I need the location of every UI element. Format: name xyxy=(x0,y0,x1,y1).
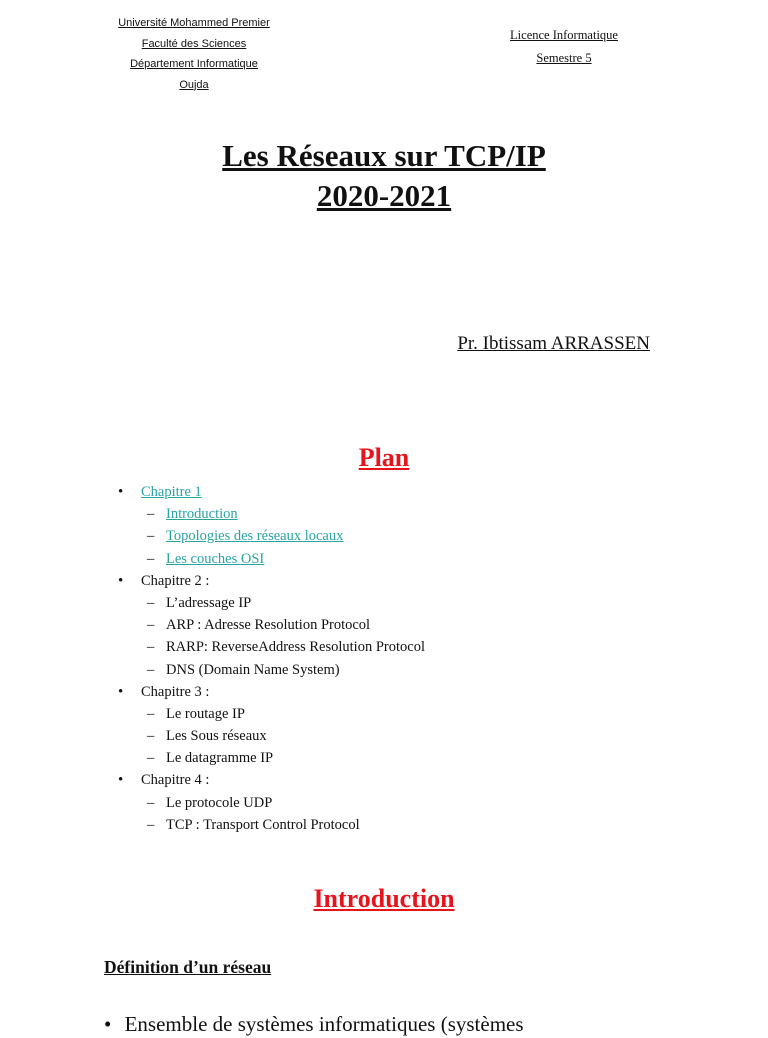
author-name: Pr. Ibtissam ARRASSEN xyxy=(457,333,650,354)
toc-subitem-text: DNS (Domain Name System) xyxy=(166,661,340,678)
bullet-icon: • xyxy=(118,484,124,500)
semester-label: Semestre 5 xyxy=(536,51,592,65)
toc-subitem-text: Les Sous réseaux xyxy=(166,728,267,745)
dash-icon: – xyxy=(147,594,155,611)
toc-subitem xyxy=(118,792,425,814)
toc-subitem xyxy=(118,725,425,747)
bullet-icon: • xyxy=(104,1012,112,1036)
toc-subitem-text: Le routage IP xyxy=(166,705,245,722)
toc-chapter xyxy=(118,681,425,703)
definition-subheading: Définition d’un réseau xyxy=(104,957,272,977)
dash-icon: – xyxy=(147,661,155,678)
toc-subitem xyxy=(118,659,425,681)
toc-subitem[interactable] xyxy=(118,525,425,547)
department-name: Département Informatique xyxy=(130,58,258,70)
toc-subitem xyxy=(118,614,425,636)
institution-block xyxy=(94,15,294,97)
title-line-1: Les Réseaux sur TCP/IP xyxy=(222,138,546,173)
program-block xyxy=(484,26,644,72)
toc-subitem xyxy=(118,747,425,769)
toc-subitem-text: ARP : Adresse Resolution Protocol xyxy=(166,617,371,634)
toc-chapter[interactable] xyxy=(118,481,425,503)
toc-subitem-link[interactable]: Topologies des réseaux locaux xyxy=(166,528,344,545)
bullet-icon: • xyxy=(118,683,124,700)
toc-subitem xyxy=(118,636,425,658)
dash-icon: – xyxy=(147,705,155,722)
introduction-heading: Introduction xyxy=(313,884,455,913)
toc-chapter xyxy=(118,769,425,791)
dash-icon: – xyxy=(147,750,155,767)
toc-subitem-link[interactable]: Les couches OSI xyxy=(166,550,265,567)
document-title xyxy=(0,136,768,216)
dash-icon: – xyxy=(147,794,155,811)
dash-icon: – xyxy=(147,528,155,545)
toc-chapter-link[interactable]: Chapitre 1 xyxy=(141,484,202,500)
toc-subitem xyxy=(118,592,425,614)
toc-subitem xyxy=(118,814,425,836)
toc-subitem-text: Le protocole UDP xyxy=(166,794,273,811)
bullet-icon: • xyxy=(118,572,124,589)
toc-subitem-link[interactable]: Introduction xyxy=(166,506,238,523)
dash-icon: – xyxy=(147,639,155,656)
dash-icon: – xyxy=(147,617,155,634)
toc-subitem[interactable] xyxy=(118,503,425,525)
definition-text: Ensemble de systèmes informatiques (systèmes xyxy=(124,1012,524,1036)
toc-chapter-title: Chapitre 3 : xyxy=(141,683,210,700)
toc-subitem xyxy=(118,703,425,725)
toc-chapter-title: Chapitre 2 : xyxy=(141,572,210,589)
title-line-2: 2020-2021 xyxy=(316,178,452,213)
toc-subitem[interactable] xyxy=(118,548,425,570)
toc-chapter xyxy=(118,570,425,592)
university-name: Université Mohammed Premier xyxy=(118,17,270,29)
toc-subitem-text: L’adressage IP xyxy=(166,594,252,611)
toc-subitem-text: RARP: ReverseAddress Resolution Protocol xyxy=(166,639,425,656)
definition-first-bullet xyxy=(104,1010,524,1038)
toc-subitem-text: TCP : Transport Control Protocol xyxy=(166,816,360,833)
toc-chapter-title: Chapitre 4 : xyxy=(141,772,210,789)
dash-icon: – xyxy=(147,728,155,745)
dash-icon: – xyxy=(147,816,155,833)
dash-icon: – xyxy=(147,506,155,523)
program-name: Licence Informatique xyxy=(510,28,618,42)
plan-heading: Plan xyxy=(358,443,410,472)
toc-subitem-text: Le datagramme IP xyxy=(166,750,274,767)
table-of-contents xyxy=(118,481,425,836)
city-name: Oujda xyxy=(179,78,209,91)
dash-icon: – xyxy=(147,550,155,567)
bullet-icon: • xyxy=(118,772,124,789)
faculty-name: Faculté des Sciences xyxy=(141,37,247,50)
